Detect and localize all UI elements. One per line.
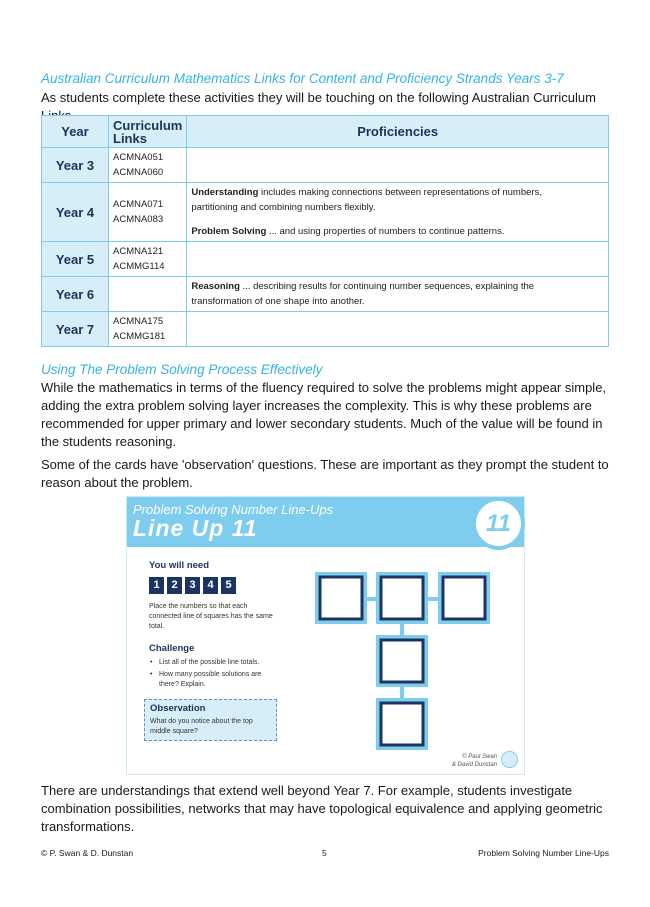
table-row [42,312,609,347]
card-credit [447,753,497,769]
table-row [42,148,609,183]
proficiency-cell [187,183,609,242]
card-title: Line Up 11 [133,515,258,541]
link-code: ACMNA071 [113,199,164,210]
proficiency-line [191,185,604,200]
paragraph-fluency: While the mathematics in terms of the fluency required to solve the problems might appear simple, adding the extra problem solving layer increases the complexity. This is why these problems are recommended for upper primary and lower secondary students. Much of the value will be found in the students reasoning. [41,380,607,449]
proficiency-cell [187,277,609,312]
links-cell [109,148,187,183]
footer-title: Problem Solving Number Line-Ups [478,848,609,858]
activity-card [126,496,525,775]
proficiency-line [191,279,604,294]
year-cell: Year 7 [42,312,109,347]
observation-label: Observation [150,703,206,714]
proficiency-cell [187,148,609,183]
proficiency-desc: ... describing results for continuing number sequences, explaining the [239,281,535,292]
proficiency-desc: includes making connections between representations of numbers, [258,187,542,198]
proficiency-term: Understanding [191,187,259,198]
link-code: ACMNA083 [113,214,164,225]
proficiency-term: Problem Solving [191,226,267,237]
card-number-badge: 11 [472,497,525,550]
square-top-right [438,572,490,624]
proficiency-desc: ... and using properties of numbers to continue patterns. [266,226,505,237]
table-row [42,277,609,312]
challenge-item: • List all of the possible line totals. [149,658,279,668]
need-label: You will need [149,560,209,571]
intro-text: As students complete these activities they will be touching on the following Australian Curriculum [41,90,596,105]
curriculum-table [41,115,609,347]
number-tile: 4 [203,577,218,594]
header-year: Year [42,116,109,148]
square-bottom [376,698,428,750]
square-top-left [315,572,367,624]
proficiency-cell [187,242,609,277]
header-proficiencies: Proficiencies [187,116,609,148]
link-code: ACMNA051 [113,152,164,163]
proficiency-line: partitioning and combining numbers flexibly. [191,202,376,213]
logo-icon [501,751,518,768]
link-code: ACMMG114 [113,261,165,272]
footer-copyright: © P. Swan & D. Dunstan [41,848,134,858]
credit-line: © Paul Swan [462,754,497,760]
square-top-middle [376,572,428,624]
square-middle [376,635,428,687]
footer-page-number: 5 [322,848,327,858]
table-row [42,183,609,242]
year-cell: Year 4 [42,183,109,242]
links-cell [109,277,187,312]
header-links: Curriculum Links [109,116,187,148]
year-cell: Year 6 [42,277,109,312]
links-cell [109,183,187,242]
links-cell [109,242,187,277]
link-code: ACMNA060 [113,167,164,178]
proficiency-line: transformation of one shape into another. [191,296,365,307]
credit-line: & David Dunstan [451,762,497,768]
squares-diagram [127,497,524,774]
links-cell [109,312,187,347]
table-row [42,242,609,277]
card-instruction: Place the numbers so that each connected line of squares has the same total. [149,603,273,630]
year-cell: Year 3 [42,148,109,183]
proficiency-cell [187,312,609,347]
number-tile: 5 [221,577,236,594]
link-code: ACMNA175 [113,316,164,327]
link-code: ACMMG181 [113,331,166,342]
year-cell: Year 5 [42,242,109,277]
observation-question: What do you notice about the top middle square? [150,718,253,735]
proficiency-line [191,224,604,239]
number-tile: 3 [185,577,200,594]
challenge-label: Challenge [149,643,195,654]
paragraph-extend: There are understandings that extend well beyond Year 7. For example, students investigate combination possibilities, networks that may have topological equivalence and applying geometric transformations. [41,783,603,834]
proficiency-term: Reasoning [191,281,240,292]
section-heading-curriculum: Australian Curriculum Mathematics Links for Content and Proficiency Strands Years 3-7 [41,71,564,86]
challenge-item: • How many possible solutions are there? Explain. [149,670,279,690]
card-subtitle: Problem Solving Number Line-Ups [133,502,334,517]
paragraph-observation: Some of the cards have 'observation' questions. These are important as they prompt the student to reason about the problem. [41,457,609,490]
section-heading-process: Using The Problem Solving Process Effectively [41,362,323,377]
table-header-row [42,116,609,148]
spacer [191,215,604,224]
link-code: ACMNA121 [113,246,164,257]
number-tile: 1 [149,577,164,594]
number-tile: 2 [167,577,182,594]
